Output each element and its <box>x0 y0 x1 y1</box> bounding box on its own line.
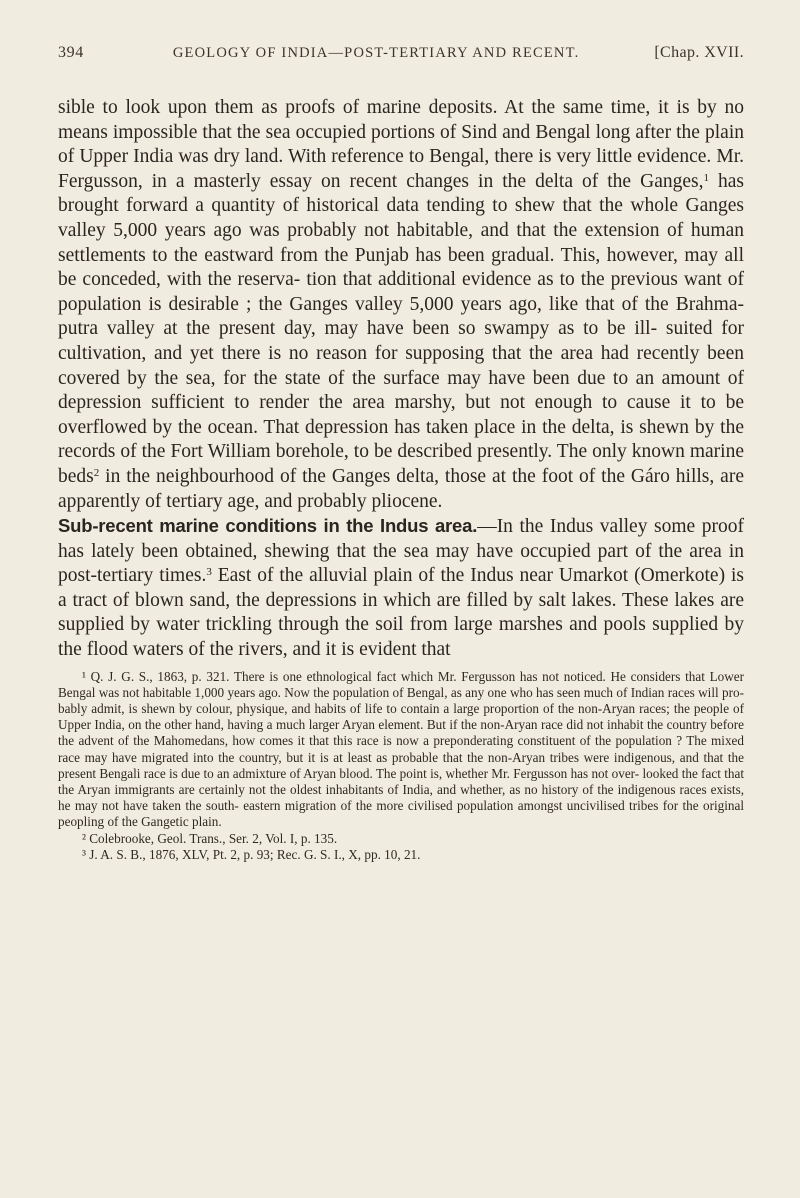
footnote-3: ³ J. A. S. B., 1876, XLV, Pt. 2, p. 93; Rec. G. S. I., X, pp. 10, 21. <box>82 846 421 862</box>
paragraph <box>58 96 744 514</box>
footnote-marker: 3 <box>206 566 212 579</box>
book-page <box>58 44 744 863</box>
running-head <box>58 44 744 74</box>
footnote-1: ¹ Q. J. G. S., 1863, p. 321. There is one ethnological fact which Mr. Fergusson has not noticed. He considers that Lower Bengal was not habitable 1,000 years ago. Now the population of Bengal, as any one who has seen much of Indian races will pro- bably admit, is shewn by colour, physique, and habits of life to contain a large proportion of the non-Aryan races; the people of Upper India, on the other hand, having a much larger Aryan element. But if the non-Aryan race did not inhabit the country before the advent of the Mahomedans, how comes it that this race is now a preponderating constituent of the population ? The mixed race may have migrated into the country, but it is at least as probable that the non-Aryan tribes were indigenous, and that the present Bengali race is due to an admixture of Aryan blood. The point is, whether Mr. Fergusson has not over- looked the fact that the Aryan immigrants are certainly not the oldest inhabitants of India, and whether, as no history of the indigenous races exists, he may not have taken the south- eastern migration of the more civilised population amongst uncivilised tribes for the original peopling of the Gangetic plain. <box>58 668 744 830</box>
page-number: 394 <box>58 44 84 61</box>
footnotes <box>58 669 744 863</box>
footnote-2: ² Colebrooke, Geol. Trans., Ser. 2, Vol. I, p. 135. <box>82 830 338 846</box>
paragraph <box>58 514 744 663</box>
body-text <box>58 96 744 663</box>
paragraph-text: East of the alluvial plain of the Indus near Umarkot (Omerkote) is a tract of blown sand, the depressions in which are filled by salt lakes. These lakes are supplied by water trickling through the soil from large marshes and pools supplied by the flood waters of the rivers, and it is evident that <box>58 565 744 661</box>
paragraph-text: sible to look upon them as proofs of marine deposits. At the same time, it is by no means impossible that the sea occupied portions of Sind and Bengal long after the plain of Upper India was dry land. With reference to Bengal, there is very little evidence. Mr. Fergusson, in a masterly essay on recent changes in the delta of the Ganges, <box>58 97 744 192</box>
footnote-marker: 1 <box>703 171 709 184</box>
paragraph-text: in the neighbourhood of the Ganges delta, those at the foot of the Gáro hills, are apparently of tertiary age, and probably pliocene. <box>58 465 744 512</box>
footnote-marker: 2 <box>93 466 100 479</box>
section-heading: Sub-recent marine conditions in the Indus area. <box>58 515 478 537</box>
chapter-reference: [Chap. XVII. <box>654 44 744 61</box>
paragraph-text: has brought forward a quantity of historical data tending to shew that the whole Ganges valley 5,000 years ago was probably not habitable, and that the extension of human settlements to the eastward from the Punjab has been gradual. This, however, may all be conceded, with the reserva- tion that additional evidence as to the previous want of population is desirable ; the Ganges valley 5,000 years ago, like that of the Brahma- putra valley at the present day, may have been so swampy as to be ill- suited for cultivation, and yet there is no reason for supposing that the area had recently been covered by the sea, for the state of the surface may have been due to an amount of depression sufficient to render the area marshy, but not enough to cause it to be overflowed by the ocean. That depression has taken place in the delta, is shewn by the records of the Fort William borehole, to be described presently. The only known marine beds <box>58 170 745 487</box>
running-title: GEOLOGY OF INDIA—POST-TERTIARY AND RECENT. <box>172 45 580 61</box>
paragraph-text: —In the Indus valley some proof has lately been obtained, shewing that the sea may have occupied part of the area in post-tertiary times. <box>58 516 744 587</box>
